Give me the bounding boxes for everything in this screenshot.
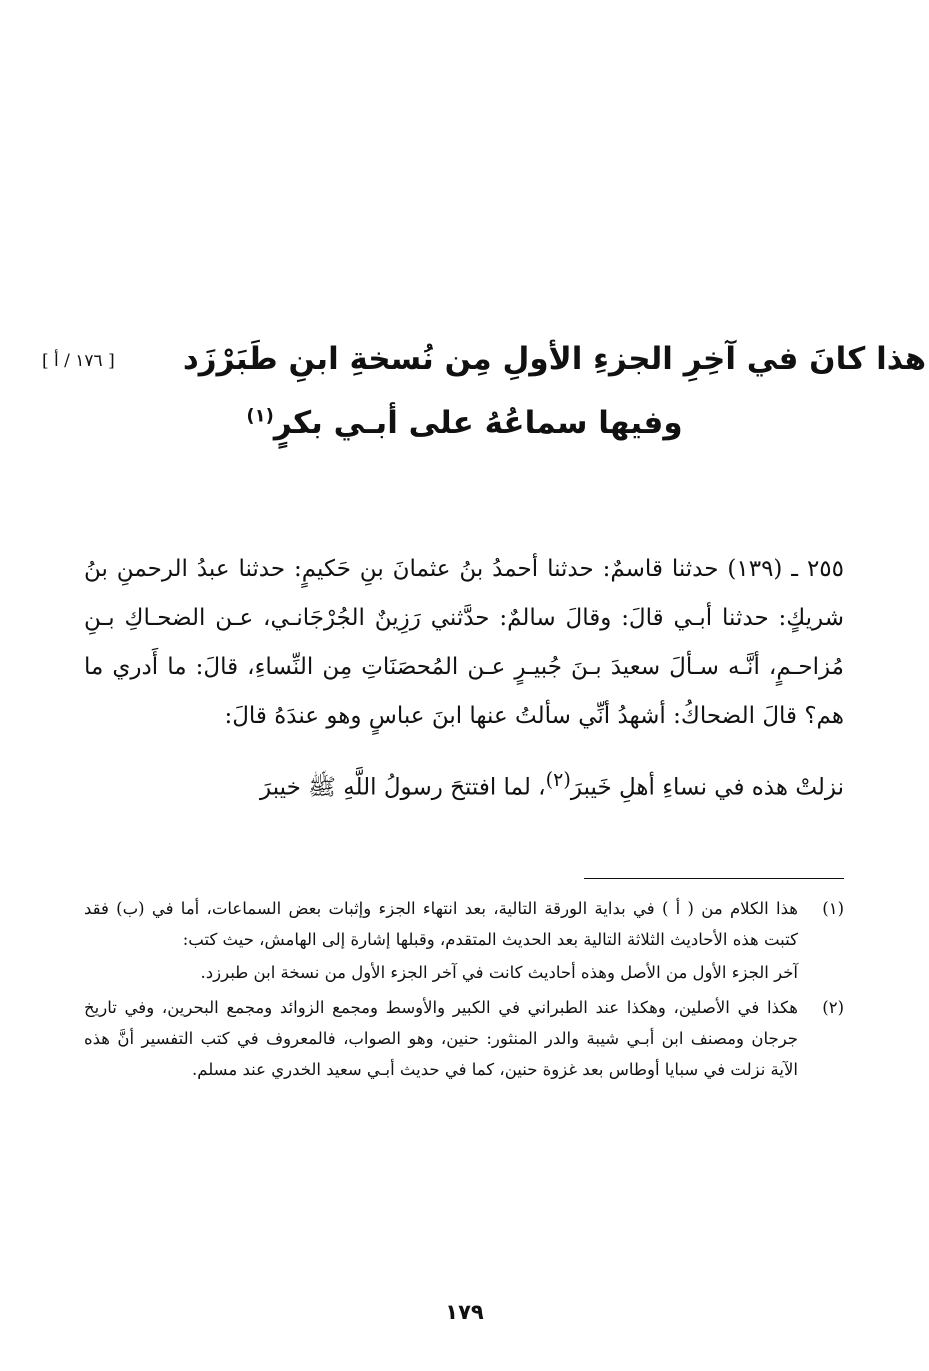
continuation-before: نزلتْ هذه في نساءِ أهلِ خَيبرَ [570,774,844,801]
footnote-body [84,893,798,988]
heading-line-1: هذا كانَ في آخِرِ الجزءِ الأولِ مِن نُسخةِ ابنِ طَبَرْزَد [182,341,927,377]
footnote-divider [584,878,844,879]
heading-line-2-text: وفيها سماعُهُ على أبـي بكرٍ [273,405,683,441]
footnote-number: (١) [822,899,844,918]
footnote-body [84,992,798,1085]
hadith-continuation [84,755,844,813]
footnote-text: هذا الكلام من ( أ ) في بداية الورقة التالية، بعد انتهاء الجزء وإثبات بعض السماعات، أما في (ب) فقد كتبت هذه الأحاديث الثلاثة التالية بعد الحديث المتقدم، وقبلها إشارة إلى الهامش، حيث كتب: [84,899,798,949]
footnote-1 [84,893,844,988]
footnote-number: (٢) [822,998,844,1017]
hadith-text [84,545,844,813]
heading-line-2 [0,405,929,442]
footnote-reference-2: (٢) [545,768,571,791]
footnote-2 [84,992,844,1085]
section-heading [0,335,929,465]
footnotes [84,893,844,1089]
manuscript-folio-marker: [ ١٧٦ / أ ] [42,351,115,371]
footnote-text: هكذا في الأصلين، وهكذا عند الطبراني في الكبير والأوسط ومجمع الزوائد ومجمع البحرين، وفي تاريخ جرجان ومصنف ابن أبـي شيبة والدر المنثور: حنين، وهو الصواب، فالمعروف في كتب التفسير أنَّ هذه الآية نزلت في سبايا أوطاس بعد غزوة حنين، كما في حديث أبـي سعيد الخدري عند مسلم. [84,998,798,1079]
hadith-paragraph: ٢٥٥ ـ (١٣٩) حدثنا قاسمٌ: حدثنا أحمدُ بنُ عثمانَ بنِ حَكيمٍ: حدثنا عبدُ الرحمنِ بنُ شريكٍ: حدثنا أبـي قالَ: وقالَ سالمٌ: حدَّثني رَزِينٌ الجُرْجَانـي، عـن الضحـاكِ بـنِ مُزاحـمٍ، أنَّـه سـألَ سعيدَ بـنَ جُبيـرٍ عـن المُحصَنَاتِ مِن النِّساءِ، قالَ: ما أَدري ما هم؟ قالَ الضحاكُ: أشهدُ أنِّي سألتُ عنها ابنَ عباسٍ وهو عندَهُ قالَ: [84,556,844,729]
footnote-quote: آخر الجزء الأول من الأصل وهذه أحاديث كانت في آخر الجزء الأول من نسخة ابن طبرزد. [200,963,798,982]
footnote-reference-1: (١) [246,405,274,427]
continuation-after: ، لما افتتحَ رسولُ اللَّهِ ﷺ خيبرَ [260,774,546,801]
page-number: ١٧٩ [445,1300,484,1324]
